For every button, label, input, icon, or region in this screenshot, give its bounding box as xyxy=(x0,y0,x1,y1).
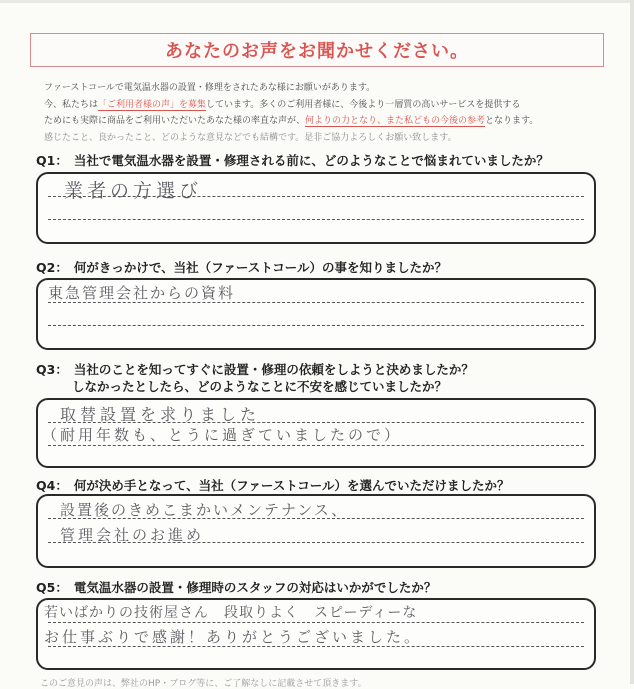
question-4 xyxy=(36,476,509,494)
answer-line xyxy=(48,325,584,326)
question-text: 電気温水器の設置・修理時のスタッフの対応はいかがでしたか？ xyxy=(73,580,437,595)
question-text: 何が決め手となって、当社（ファーストコール）を選んでいただけましたか？ xyxy=(73,478,510,493)
intro-text xyxy=(44,80,604,146)
question-3-line-2: しなかったとしたら、どのようなことに不安を感じていましたか？ xyxy=(72,379,448,394)
intro-line xyxy=(44,130,604,147)
answer-line xyxy=(48,622,584,623)
intro-line xyxy=(44,113,604,130)
handwritten-answer-line-1: 設置後のきめこまかいメンテナンス、 xyxy=(60,501,349,519)
form-title-box xyxy=(30,33,604,67)
answer-box-1[interactable] xyxy=(36,172,596,244)
footer-note: このご意見の声は、弊社のHP・ブログ等に、ご了解なしに記載させて頂きます。 xyxy=(40,679,367,689)
answer-box-2[interactable] xyxy=(36,278,596,350)
intro-line xyxy=(44,97,604,114)
question-3 xyxy=(36,360,474,378)
question-number: Q1： xyxy=(36,153,68,168)
question-1 xyxy=(36,151,549,169)
answer-box-4[interactable] xyxy=(36,494,596,568)
form-title: あなたのお声をお聞かせください。 xyxy=(165,41,469,62)
intro-highlight-2: 何よりの力となり、また私どもの今後の参考 xyxy=(305,116,486,126)
question-number: Q3： xyxy=(36,362,68,377)
handwritten-answer-line-1: 取替設置を求りました xyxy=(60,405,261,424)
handwritten-answer-line-2: お仕事ぶりで感謝！ありがとうございました。 xyxy=(44,628,423,646)
handwritten-answer-line-1: 若いばかりの技術屋さん 段取りよく スピーディーな xyxy=(44,605,418,621)
question-text: 当社で電気温水器を設置・修理される前に、どのようなことで悩まれていましたか？ xyxy=(73,153,549,168)
intro-line-2-pre: 今、私たちは xyxy=(44,99,99,110)
scan-edge xyxy=(0,0,634,3)
intro-line-3-post: となります。 xyxy=(485,116,539,126)
answer-line xyxy=(48,219,584,220)
intro-line xyxy=(44,80,604,97)
handwritten-answer-line-1: 業者の方選び xyxy=(64,180,203,202)
scan-edge xyxy=(630,0,634,684)
question-text: 何がきっかけで、当社（ファーストコール）の事を知りましたか？ xyxy=(73,260,447,275)
question-number: Q4： xyxy=(36,478,68,493)
handwritten-answer-line-2: （耐用年数も、とうに過ぎていましたので） xyxy=(42,426,403,444)
answer-line xyxy=(48,445,584,446)
answer-box-5[interactable] xyxy=(36,598,596,670)
intro-line-2-post: しています。多くのご利用者様に、今後より一層質の高いサービスを提供する xyxy=(206,99,521,110)
intro-line-4: 感じたこと、良かったこと、どのような意見などでも結構です。是非ご協力よろしくお願い致します。 xyxy=(44,132,457,143)
intro-highlight-1: 「ご利用者様の声」を募集 xyxy=(98,99,207,110)
handwritten-answer-line-2: 管理会社のお進め xyxy=(60,526,205,544)
question-2 xyxy=(36,258,447,276)
question-5 xyxy=(36,578,436,596)
intro-line-3-pre: ためにも実際に商品をご利用いただいたあなた様の率直な声が、 xyxy=(44,116,306,126)
handwritten-answer-line-1: 東急管理会社からの資料 xyxy=(48,284,236,302)
question-number: Q5： xyxy=(36,580,68,595)
question-text: 当社のことを知ってすぐに設置・修理の依頼をしようと決めましたか？ xyxy=(73,362,474,377)
question-number: Q2： xyxy=(36,260,68,275)
intro-line-1: ファーストコールで電気温水器の設置・修理をされたあな様にお願いがあります。 xyxy=(44,83,376,93)
answer-box-3[interactable] xyxy=(36,398,596,468)
